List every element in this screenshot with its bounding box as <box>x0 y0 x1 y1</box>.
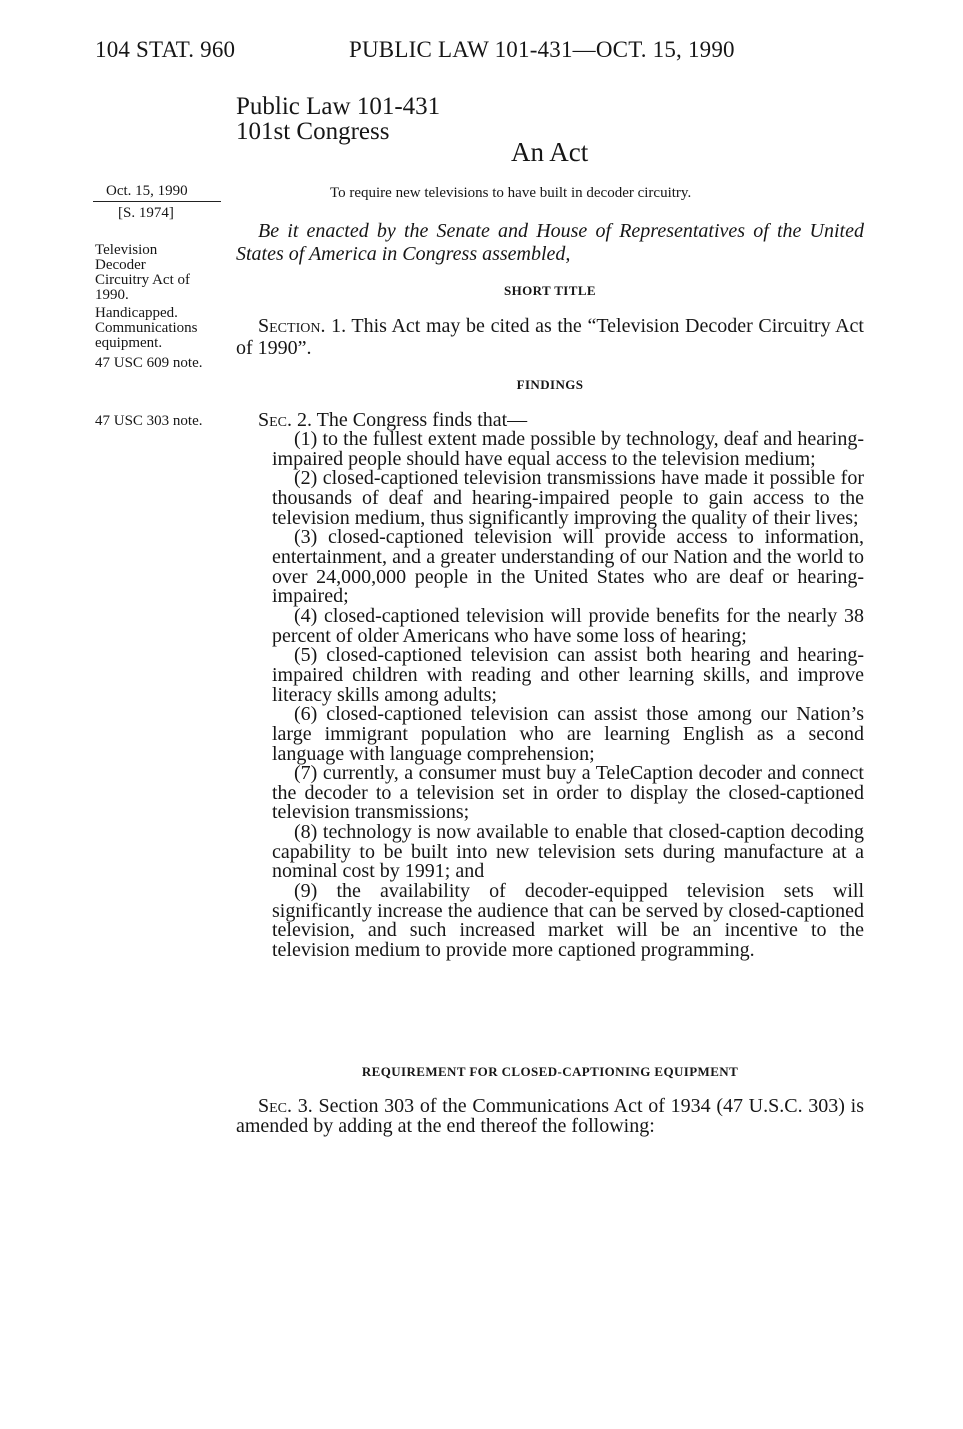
margin-topic: Circuitry Act of <box>95 272 190 288</box>
margin-topic: Decoder <box>95 257 146 273</box>
margin-findings-note: 47 USC 303 note. <box>95 413 203 429</box>
public-law-number: Public Law 101-431 <box>236 93 441 120</box>
finding-item: (3) closed-captioned television will provide access to information, entertainment, and a greater understanding of our Nation and the world to over 24,000,000 people in the United States who are deaf or hearing-impaired; <box>272 526 864 608</box>
finding-item: (7) currently, a consumer must buy a TeleCaption decoder and connect the decoder to a television set in order to display the closed-captioned television transmissions; <box>272 762 864 824</box>
section-3 <box>236 1096 864 1136</box>
finding-item: (9) the availability of decoder-equipped television sets will significantly increase the audience that can be served by closed-captioned television, and such increased market will be an incentive to the television medium to provide more captioned programming. <box>272 880 864 962</box>
enacting-clause: Be it enacted by the Senate and House of Representatives of the United States of America in Congress assembled, <box>236 220 864 265</box>
short-title-heading: SHORT TITLE <box>504 283 596 298</box>
finding-item: (5) closed-captioned television can assist both hearing and hearing-impaired children with reading and other learning skills, and improve literacy skills among adults; <box>272 644 864 706</box>
margin-date: Oct. 15, 1990 <box>106 183 188 199</box>
act-purpose: To require new televisions to have built in decoder circuitry. <box>330 185 692 201</box>
section-1-text: This Act may be cited as the “Television Decoder Circuitry Act of 1990”. <box>236 315 864 359</box>
page-stat-number: 104 STAT. 960 <box>95 37 236 62</box>
finding-item: (6) closed-captioned television can assist those among our Nation’s large immigrant population who are learning English as a second language with language comprehension; <box>272 703 864 765</box>
margin-bill-number: [S. 1974] <box>118 205 174 221</box>
requirement-heading: REQUIREMENT FOR CLOSED-CAPTIONING EQUIPMENT <box>361 1064 739 1079</box>
section-3-label: Sec. 3. <box>258 1095 313 1117</box>
finding-item: (8) technology is now available to enable that closed-caption decoding capability to be built into new television sets during manufacture at a nominal cost by 1991; and <box>272 821 864 883</box>
section-2-intro-text: The Congress finds that— <box>316 409 528 431</box>
finding-item: (1) to the fullest extent made possible by technology, deaf and hearing-impaired people should have equal access to the television medium; <box>272 428 864 470</box>
an-act-heading: An Act <box>511 137 589 167</box>
margin-topics <box>95 243 245 371</box>
finding-item: (2) closed-captioned television transmissions have made it possible for thousands of deaf and hearing-impaired people to gain access to the television medium, thus significantly improving the quality of their lives; <box>272 467 864 529</box>
margin-topic: Communications <box>95 320 198 336</box>
section-1-label: Section. 1. <box>258 315 347 337</box>
congress-number: 101st Congress <box>236 118 390 145</box>
margin-topic: Handicapped. <box>95 305 178 321</box>
margin-topic: 47 USC 609 note. <box>95 355 203 371</box>
margin-topic: Television <box>95 242 158 258</box>
findings-list <box>272 430 864 961</box>
running-title: PUBLIC LAW 101-431—OCT. 15, 1990 <box>349 37 735 62</box>
margin-rule <box>93 201 221 202</box>
finding-item: (4) closed-captioned television will provide benefits for the nearly 38 percent of older Americans who have some loss of hearing; <box>272 604 864 647</box>
margin-topic: 1990. <box>95 287 129 303</box>
section-2-intro <box>236 410 864 430</box>
section-1 <box>236 315 864 359</box>
section-2-label: Sec. 2. <box>258 409 313 431</box>
section-3-text: Section 303 of the Communications Act of 1934 (47 U.S.C. 303) is amended by adding at the end thereof the following: <box>236 1095 865 1137</box>
findings-heading: FINDINGS <box>516 377 584 392</box>
margin-topic: equipment. <box>95 335 163 351</box>
